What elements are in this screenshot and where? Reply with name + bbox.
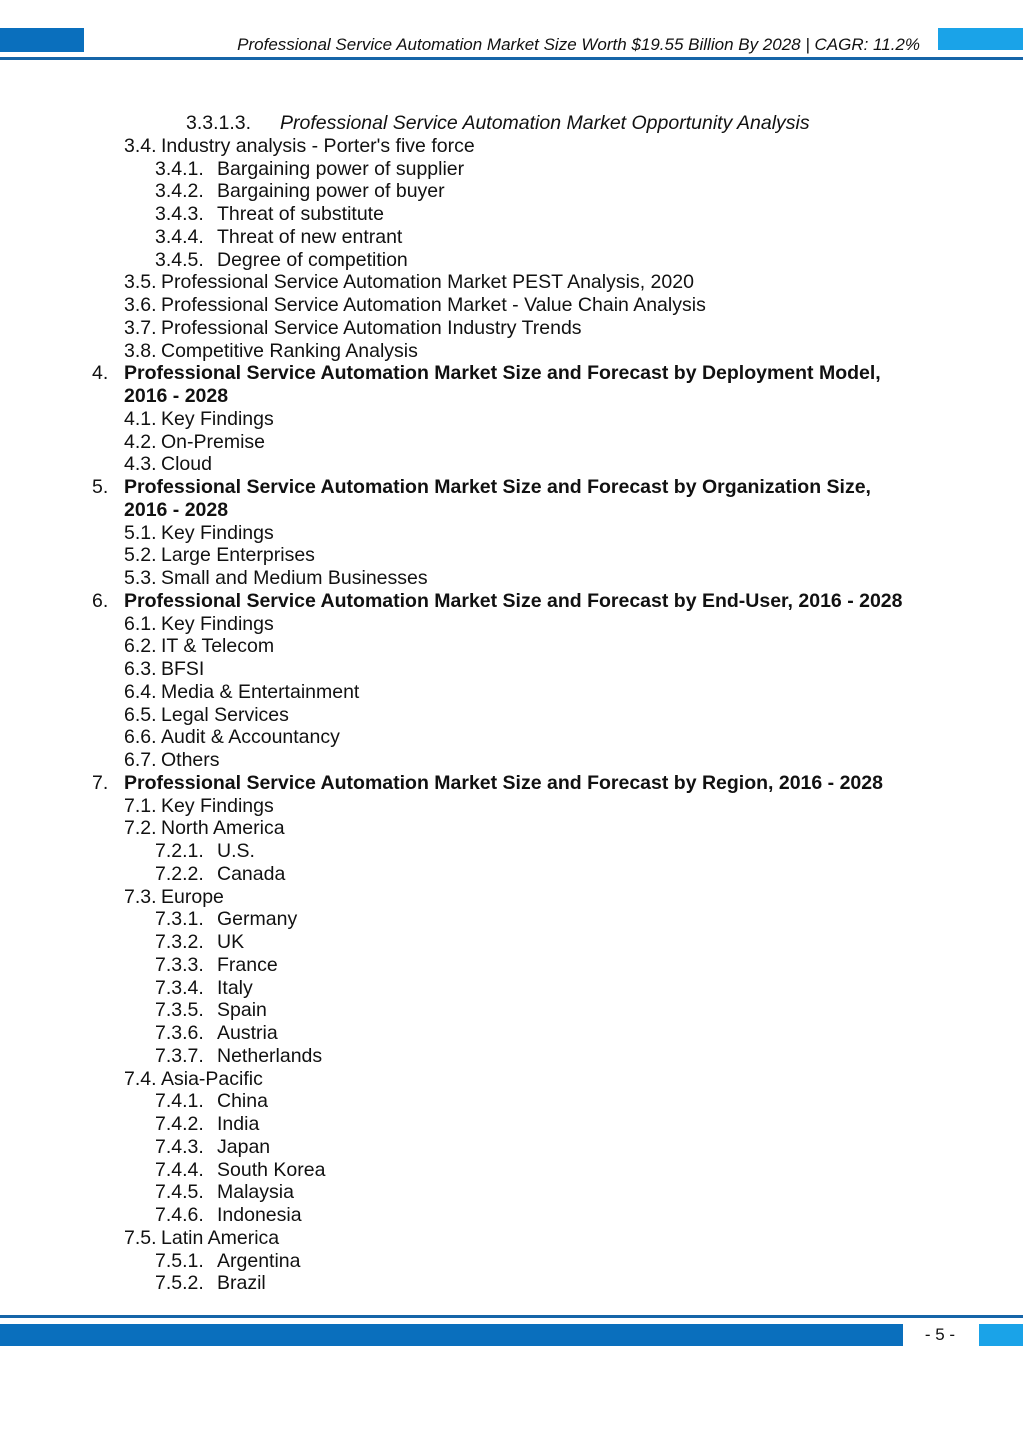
- toc-entry: [0, 1227, 1023, 1250]
- toc-entry-number: 4.2.: [124, 430, 157, 453]
- header-title: Professional Service Automation Market Size Worth $19.55 Billion By 2028 | CAGR: 11.2%: [237, 35, 920, 54]
- footer-bar: [0, 1324, 903, 1346]
- toc-entry-title: Key Findings: [161, 794, 274, 817]
- toc-entry: [0, 340, 1023, 363]
- toc-entry-title: UK: [217, 931, 245, 953]
- toc-entry-number: 7.3.3.: [155, 953, 204, 976]
- toc-entry-number: 7.4.1.: [155, 1090, 204, 1113]
- toc-entry-number: 7.5.1.: [155, 1249, 204, 1272]
- toc-entry: [0, 453, 1023, 476]
- toc-entry: [0, 908, 1023, 931]
- toc-entry-title: Japan: [217, 1135, 271, 1158]
- toc-entry-title: Key Findings: [161, 521, 274, 544]
- toc-entry-title: Italy: [217, 976, 253, 999]
- toc-entry-number: 3.7.: [124, 316, 157, 339]
- toc-entry: [0, 1113, 1023, 1136]
- toc-entry-title: Latin America: [161, 1226, 280, 1249]
- toc-entry: [0, 112, 1023, 135]
- toc-entry-number: 7.3.7.: [155, 1044, 204, 1067]
- toc-entry-title: U.S.: [217, 840, 255, 862]
- toc-entry-number: 6.4.: [124, 680, 157, 703]
- toc-entry-title: Professional Service Automation Industry Trends: [161, 316, 582, 339]
- toc-entry-title: Competitive Ranking Analysis: [161, 339, 418, 362]
- toc-entry-number: 5.1.: [124, 521, 157, 544]
- toc-entry-title: Threat of new entrant: [217, 225, 403, 248]
- toc-entry-title: China: [217, 1090, 268, 1113]
- toc-entry-title: Key Findings: [161, 407, 274, 430]
- toc-entry-title: On-Premise: [161, 430, 266, 453]
- toc-entry: [0, 544, 1023, 567]
- toc-entry-title: Professional Service Automation Market Opportunity Analysis: [280, 112, 810, 134]
- toc-entry-number: 4.: [92, 362, 109, 385]
- toc-entry: [0, 431, 1023, 454]
- toc-entry: [0, 567, 1023, 590]
- toc-entry-title: 2016 - 2028: [124, 385, 229, 407]
- toc-entry-title: Professional Service Automation Market Size and Forecast by Organization Size,: [124, 476, 871, 498]
- toc-entry: [0, 249, 1023, 272]
- toc-entry-title: Industry analysis - Porter's five force: [161, 134, 475, 157]
- toc-entry-number: 7.3.1.: [155, 908, 204, 931]
- toc-entry-title: Professional Service Automation Market PEST Analysis, 2020: [161, 271, 694, 294]
- toc-entry-title: Key Findings: [161, 612, 274, 635]
- toc-entry-title: Netherlands: [217, 1044, 323, 1067]
- toc-entry: [0, 522, 1023, 545]
- toc-entry-number: 7.3.5.: [155, 999, 204, 1022]
- toc-entry-number: 7.: [92, 771, 109, 794]
- toc-entry-title: South Korea: [217, 1158, 326, 1181]
- toc-entry-number: 7.3.: [124, 885, 157, 908]
- toc-entry-number: 3.3.1.3.: [186, 112, 252, 134]
- toc-entry: [0, 203, 1023, 226]
- toc-entry: [0, 681, 1023, 704]
- toc-entry: [0, 931, 1023, 954]
- toc-entry-number: 7.4.6.: [155, 1204, 204, 1226]
- toc-entry-number: 7.3.6.: [155, 1022, 204, 1044]
- toc-entry-number: 5.: [92, 476, 109, 498]
- toc-entry-number: 4.3.: [124, 453, 157, 476]
- toc-entry: [0, 408, 1023, 431]
- toc-entry: [0, 840, 1023, 863]
- header-accent-block-right: [938, 28, 1023, 50]
- toc-entry: [0, 886, 1023, 909]
- toc-entry-title: Others: [161, 749, 220, 771]
- toc-entry-number: 3.5.: [124, 271, 157, 294]
- toc-entry-number: 7.1.: [124, 794, 157, 817]
- toc-entry: [0, 1068, 1023, 1091]
- toc-entry-title: Degree of competition: [217, 248, 408, 271]
- toc-entry-title: Spain: [217, 999, 267, 1022]
- toc-entry: [0, 726, 1023, 749]
- toc-entry: [0, 1136, 1023, 1159]
- toc-entry-number: 7.4.: [124, 1067, 157, 1090]
- toc-entry: [0, 1250, 1023, 1273]
- header-rule: [0, 57, 1023, 60]
- toc-entry: [0, 635, 1023, 658]
- toc-entry: [0, 863, 1023, 886]
- toc-entry-title: France: [217, 953, 278, 976]
- toc-entry-number: 7.2.1.: [155, 840, 204, 862]
- toc-entry-title: Legal Services: [161, 703, 289, 726]
- toc-entry-number: 3.4.4.: [155, 225, 204, 248]
- toc-entry-number: 5.2.: [124, 544, 157, 567]
- toc-entry-title: Austria: [217, 1022, 278, 1044]
- toc-entry-title: BFSI: [161, 658, 205, 680]
- toc-entry: [0, 158, 1023, 181]
- toc-entry-title: 2016 - 2028: [124, 498, 229, 521]
- toc-entry-number: 6.3.: [124, 658, 157, 680]
- toc-entry: [0, 704, 1023, 727]
- toc-entry-title: Asia-Pacific: [161, 1067, 263, 1090]
- toc-entry-number: 7.2.: [124, 817, 157, 840]
- toc-entry-title: Small and Medium Businesses: [161, 567, 428, 589]
- toc-entry-title: Canada: [217, 862, 286, 885]
- table-of-contents: [0, 112, 1023, 1295]
- toc-entry: [0, 954, 1023, 977]
- toc-entry-number: 7.4.5.: [155, 1181, 204, 1204]
- toc-entry: [0, 1022, 1023, 1045]
- toc-entry-title: Professional Service Automation Market Size and Forecast by Deployment Model,: [124, 362, 881, 385]
- toc-entry: [0, 749, 1023, 772]
- toc-entry: [0, 1090, 1023, 1113]
- toc-entry-number: 6.: [92, 589, 109, 612]
- toc-entry-title: Bargaining power of buyer: [217, 180, 445, 203]
- toc-entry-title: Audit & Accountancy: [161, 726, 340, 749]
- toc-entry-title: Indonesia: [217, 1204, 302, 1226]
- toc-entry: [0, 795, 1023, 818]
- toc-entry: [0, 772, 1023, 795]
- toc-entry: [0, 658, 1023, 681]
- toc-entry-title: India: [217, 1113, 260, 1135]
- toc-entry-number: 3.4.: [124, 134, 157, 157]
- toc-entry-continuation: [0, 499, 1023, 522]
- toc-entry-number: 3.4.5.: [155, 248, 204, 271]
- toc-entry-number: 6.6.: [124, 726, 157, 749]
- toc-entry-number: 7.3.4.: [155, 976, 204, 999]
- toc-entry: [0, 271, 1023, 294]
- toc-entry: [0, 1272, 1023, 1295]
- header-accent-block-left: [0, 28, 84, 52]
- toc-entry-title: Europe: [161, 885, 224, 908]
- toc-entry: [0, 476, 1023, 499]
- toc-entry-number: 7.4.2.: [155, 1113, 204, 1135]
- toc-entry-number: 3.8.: [124, 339, 157, 362]
- page-number: - 5 -: [924, 1325, 956, 1344]
- toc-entry-title: Malaysia: [217, 1181, 294, 1204]
- toc-entry: [0, 317, 1023, 340]
- toc-entry-number: 3.4.2.: [155, 180, 204, 203]
- toc-entry-title: Bargaining power of supplier: [217, 157, 465, 180]
- toc-entry: [0, 135, 1023, 158]
- toc-entry-title: IT & Telecom: [161, 635, 275, 658]
- toc-entry-number: 7.5.: [124, 1226, 157, 1249]
- toc-entry-title: Germany: [217, 908, 298, 931]
- toc-entry-title: Argentina: [217, 1249, 301, 1272]
- toc-entry-number: 3.4.1.: [155, 157, 204, 180]
- toc-entry: [0, 613, 1023, 636]
- toc-entry-number: 7.3.2.: [155, 931, 204, 953]
- toc-entry-continuation: [0, 385, 1023, 408]
- toc-entry-number: 3.6.: [124, 294, 157, 316]
- toc-entry: [0, 817, 1023, 840]
- toc-entry: [0, 977, 1023, 1000]
- toc-entry-number: 7.4.3.: [155, 1135, 204, 1158]
- toc-entry-number: 7.4.4.: [155, 1158, 204, 1181]
- toc-entry-number: 7.5.2.: [155, 1272, 204, 1295]
- toc-entry: [0, 999, 1023, 1022]
- toc-entry-title: Brazil: [217, 1272, 266, 1295]
- footer-rule: [0, 1315, 1023, 1318]
- toc-entry: [0, 1181, 1023, 1204]
- toc-entry-number: 4.1.: [124, 407, 157, 430]
- toc-entry-title: Professional Service Automation Market - Value Chain Analysis: [161, 294, 706, 316]
- toc-entry-number: 6.7.: [124, 749, 157, 771]
- toc-entry: [0, 590, 1023, 613]
- toc-entry: [0, 226, 1023, 249]
- toc-entry-number: 6.5.: [124, 703, 157, 726]
- toc-entry-title: North America: [161, 817, 285, 840]
- footer-accent-block-right: [979, 1324, 1023, 1346]
- toc-entry-number: 3.4.3.: [155, 203, 204, 225]
- toc-entry-title: Threat of substitute: [217, 203, 384, 225]
- toc-entry: [0, 1045, 1023, 1068]
- toc-entry-number: 6.1.: [124, 612, 157, 635]
- toc-entry: [0, 1204, 1023, 1227]
- toc-entry-title: Media & Entertainment: [161, 680, 360, 703]
- toc-entry: [0, 294, 1023, 317]
- toc-entry: [0, 362, 1023, 385]
- toc-entry: [0, 1159, 1023, 1182]
- toc-entry: [0, 180, 1023, 203]
- toc-entry-number: 7.2.2.: [155, 862, 204, 885]
- toc-entry-number: 6.2.: [124, 635, 157, 658]
- toc-entry-title: Professional Service Automation Market Size and Forecast by Region, 2016 - 2028: [124, 771, 883, 794]
- toc-entry-title: Large Enterprises: [161, 544, 315, 567]
- toc-entry-title: Professional Service Automation Market Size and Forecast by End-User, 2016 - 2028: [124, 589, 903, 612]
- toc-entry-title: Cloud: [161, 453, 212, 476]
- toc-entry-number: 5.3.: [124, 567, 157, 589]
